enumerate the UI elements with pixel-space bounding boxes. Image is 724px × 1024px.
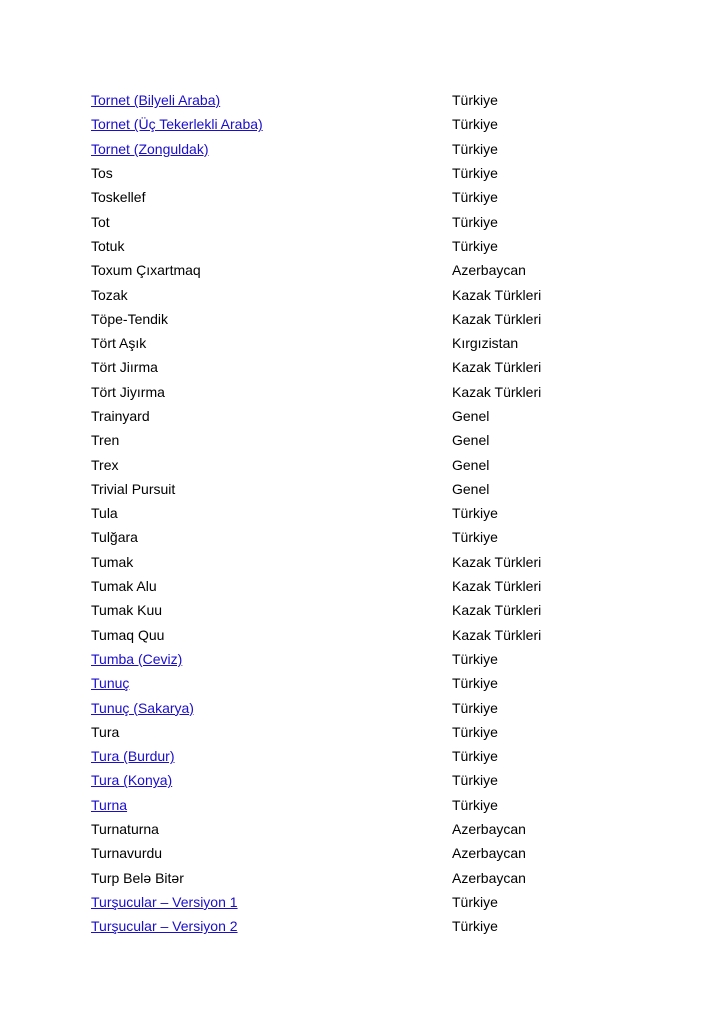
list-row bbox=[91, 598, 651, 622]
game-region: Türkiye bbox=[452, 140, 498, 157]
list-row bbox=[91, 161, 651, 185]
game-region: Kazak Türkleri bbox=[452, 310, 542, 327]
list-row bbox=[91, 428, 651, 452]
game-name: Tulğara bbox=[91, 529, 138, 546]
list-row bbox=[91, 209, 651, 233]
game-name-link[interactable]: Tura (Konya) bbox=[91, 772, 173, 789]
game-region: Genel bbox=[452, 480, 490, 497]
list-row bbox=[91, 671, 651, 695]
game-name: Tula bbox=[91, 505, 118, 522]
game-name: Töpe-Tendik bbox=[91, 310, 169, 327]
game-region: Kazak Türkleri bbox=[452, 602, 542, 619]
list-row bbox=[91, 550, 651, 574]
list-row bbox=[91, 282, 651, 306]
game-name: Tört Jiırma bbox=[91, 359, 158, 376]
game-region: Türkiye bbox=[452, 213, 498, 230]
list-row bbox=[91, 137, 651, 161]
game-name-link[interactable]: Tornet (Üç Tekerlekli Araba) bbox=[91, 116, 263, 133]
game-region: Kazak Türkleri bbox=[452, 553, 542, 570]
game-name: Tört Aşık bbox=[91, 335, 147, 352]
game-region: Kazak Türkleri bbox=[452, 359, 542, 376]
game-region: Türkiye bbox=[452, 650, 498, 667]
list-row bbox=[91, 258, 651, 282]
list-row bbox=[91, 574, 651, 598]
game-name-link[interactable]: Tornet (Bilyeli Araba) bbox=[91, 92, 221, 109]
list-row bbox=[91, 647, 651, 671]
game-name: Tren bbox=[91, 432, 120, 449]
list-row bbox=[91, 866, 651, 890]
game-name: Trex bbox=[91, 456, 119, 473]
game-region: Azerbaycan bbox=[452, 845, 526, 862]
game-region: Türkiye bbox=[452, 748, 498, 765]
game-region: Türkiye bbox=[452, 772, 498, 789]
game-name: Tumak Alu bbox=[91, 578, 157, 595]
game-name: Totuk bbox=[91, 237, 125, 254]
game-name-link[interactable]: Turna bbox=[91, 796, 128, 813]
game-name-link[interactable]: Tornet (Zonguldak) bbox=[91, 140, 209, 157]
game-region: Türkiye bbox=[452, 189, 498, 206]
game-name: Turnaturna bbox=[91, 821, 159, 838]
list-row bbox=[91, 355, 651, 379]
game-name: Trivial Pursuit bbox=[91, 480, 176, 497]
list-row bbox=[91, 452, 651, 476]
game-name-link[interactable]: Tunuç (Sakarya) bbox=[91, 699, 194, 716]
game-name: Tot bbox=[91, 213, 110, 230]
game-region: Türkiye bbox=[452, 723, 498, 740]
game-name-link[interactable]: Tura (Burdur) bbox=[91, 748, 175, 765]
game-name: Toskellef bbox=[91, 189, 146, 206]
game-region: Türkiye bbox=[452, 918, 498, 935]
list-row bbox=[91, 695, 651, 719]
game-region: Kazak Türkleri bbox=[452, 383, 542, 400]
list-row bbox=[91, 331, 651, 355]
game-name: Trainyard bbox=[91, 408, 150, 424]
game-region: Türkiye bbox=[452, 675, 498, 692]
game-name-link[interactable]: Tumba (Ceviz) bbox=[91, 650, 183, 667]
list-row bbox=[91, 307, 651, 331]
game-region: Türkiye bbox=[452, 529, 498, 546]
game-region: Azerbaycan bbox=[452, 821, 526, 838]
game-name: Tumaq Quu bbox=[91, 626, 165, 643]
game-name: Tört Jiyırma bbox=[91, 383, 165, 400]
game-name: Toxum Çıxartmaq bbox=[91, 262, 201, 279]
list-row bbox=[91, 914, 651, 938]
game-name: Turp Belə Bitər bbox=[91, 869, 184, 886]
list-row bbox=[91, 185, 651, 209]
list-row bbox=[91, 623, 651, 647]
game-region: Türkiye bbox=[452, 116, 498, 133]
list-row bbox=[91, 890, 651, 914]
game-name: Tos bbox=[91, 165, 113, 182]
list-row bbox=[91, 88, 651, 112]
game-list bbox=[91, 88, 651, 938]
list-row bbox=[91, 768, 651, 792]
game-region: Azerbaycan bbox=[452, 262, 526, 279]
game-name-link[interactable]: Tunuç bbox=[91, 675, 130, 692]
game-region: Azerbaycan bbox=[452, 869, 526, 886]
game-region: Türkiye bbox=[452, 699, 498, 716]
game-region: Kazak Türkleri bbox=[452, 286, 542, 303]
game-region: Kazak Türkleri bbox=[452, 626, 542, 643]
game-region: Türkiye bbox=[452, 165, 498, 182]
list-row bbox=[91, 477, 651, 501]
list-row bbox=[91, 234, 651, 258]
game-name: Tumak Kuu bbox=[91, 602, 163, 619]
list-row bbox=[91, 720, 651, 744]
list-row bbox=[91, 404, 651, 428]
game-region: Genel bbox=[452, 408, 490, 424]
game-name: Tura bbox=[91, 723, 120, 740]
game-region: Türkiye bbox=[452, 505, 498, 522]
game-region: Türkiye bbox=[452, 237, 498, 254]
game-name: Turnavurdu bbox=[91, 845, 163, 862]
list-row bbox=[91, 525, 651, 549]
list-row bbox=[91, 501, 651, 525]
list-row bbox=[91, 817, 651, 841]
game-name-link[interactable]: Turşucular – Versiyon 2 bbox=[91, 918, 238, 935]
game-name-link[interactable]: Turşucular – Versiyon 1 bbox=[91, 893, 238, 910]
list-row bbox=[91, 744, 651, 768]
list-row bbox=[91, 380, 651, 404]
game-region: Türkiye bbox=[452, 796, 498, 813]
game-region: Kırgızistan bbox=[452, 335, 519, 352]
game-name: Tumak bbox=[91, 553, 134, 570]
game-region: Genel bbox=[452, 432, 490, 449]
game-region: Türkiye bbox=[452, 893, 498, 910]
game-region: Genel bbox=[452, 456, 490, 473]
list-row bbox=[91, 841, 651, 865]
game-name: Tozak bbox=[91, 286, 128, 303]
game-region: Kazak Türkleri bbox=[452, 578, 542, 595]
list-row bbox=[91, 112, 651, 136]
game-region: Türkiye bbox=[452, 92, 498, 109]
list-row bbox=[91, 793, 651, 817]
